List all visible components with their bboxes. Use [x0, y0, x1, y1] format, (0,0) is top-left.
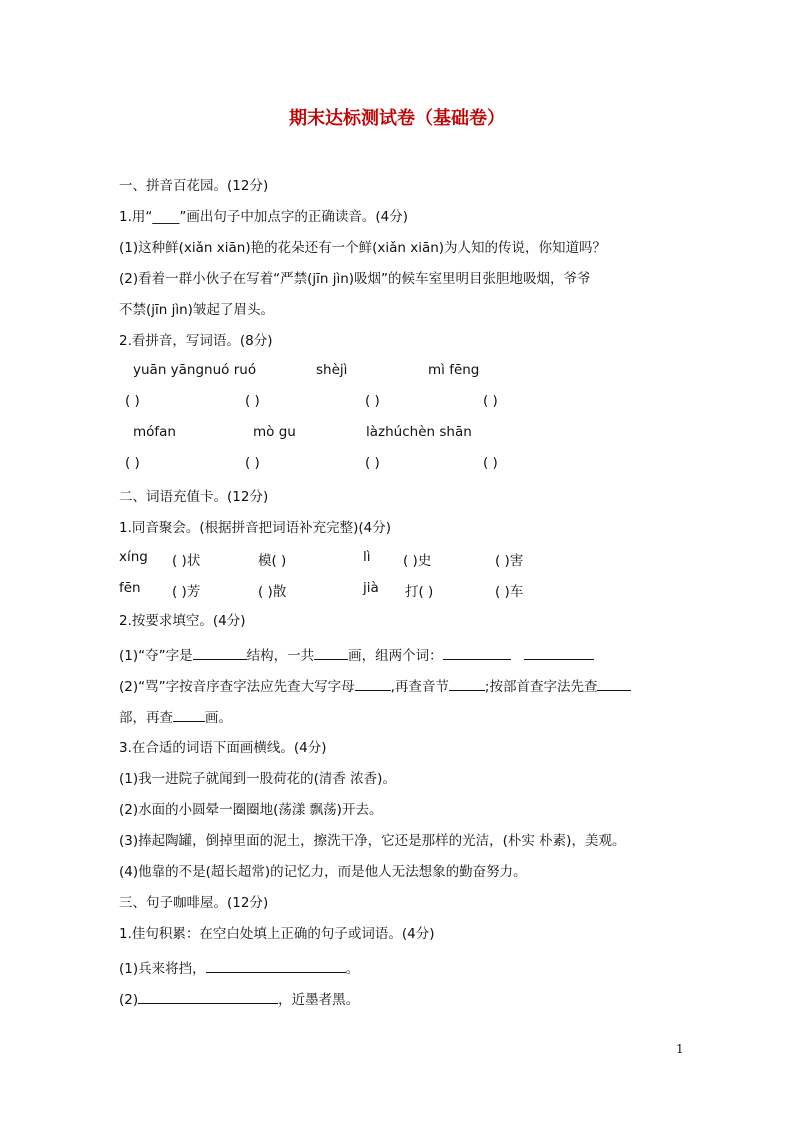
fill-text: ;按部首查字法先查 [484, 679, 598, 695]
answer-paren: ( ) [245, 393, 260, 409]
fill-text: 画。 [205, 710, 232, 726]
question-2-3-2: (2)水面的小圆晕一圈圈地(荡漾 飘荡)开去。 [119, 802, 383, 818]
pinyin-item: mì fēng [428, 362, 480, 378]
question-3-1-2 [119, 989, 359, 1010]
fill-blank [449, 676, 485, 691]
answer-paren: ( ) [125, 393, 140, 409]
question-1-1-2: (2)看着一群小伙子在写着“严禁(jīn jìn)吸烟”的候车室里明目张胆地吸烟，爷爷 [119, 271, 591, 287]
pinyin-item: mò gu [253, 424, 296, 440]
question-2-3-1: (1)我一进院子就闻到一股荷花的(清香 浓香)。 [119, 771, 396, 787]
fill-text: 部，再查 [119, 710, 173, 726]
fill-text: (1)“夺”字是 [119, 648, 193, 664]
homophone-pinyin: lì [363, 549, 371, 565]
answer-paren: ( ) [365, 455, 380, 471]
question-3-1-1 [119, 958, 359, 979]
question-2-2: 2.按要求填空。(4分) [119, 613, 246, 629]
fill-text: (2) [119, 992, 139, 1008]
fill-blank [355, 676, 391, 691]
fill-text: 。 [345, 961, 360, 977]
section-2-heading: 二、词语充值卡。(12分) [119, 489, 269, 505]
question-2-3-3: (3)捧起陶罐，倒掉里面的泥土，擦洗干净，它还是那样的光洁，(朴实 朴素)，美观。 [119, 833, 626, 849]
question-1-1-2-cont: 不禁(jīn jìn)皱起了眉头。 [119, 302, 274, 318]
answer-paren: ( ) [483, 393, 498, 409]
answer-paren: ( ) [125, 455, 140, 471]
fill-text: 画，组两个词： [348, 648, 443, 664]
answer-paren: ( ) [365, 393, 380, 409]
question-2-2-1 [119, 645, 594, 666]
question-2-2-2-cont [119, 707, 232, 728]
question-2-1: 1.同音聚会。(根据拼音把词语补充完整)(4分) [119, 520, 392, 536]
homophone-pinyin: jià [363, 580, 379, 596]
pinyin-item: yuān yāngnuó ruó [133, 362, 257, 378]
question-1-1-1: (1)这种鲜(xiǎn xiān)艳的花朵还有一个鲜(xiǎn xiān)为人知的传说，你知道吗？ [119, 240, 607, 256]
pinyin-item: làzhúchèn shān [366, 424, 472, 440]
section-3-heading: 三、句子咖啡屋。(12分) [119, 895, 269, 911]
fill-blank [138, 989, 278, 1004]
question-2-3-4: (4)他靠的不是(超长超常)的记忆力，而是他人无法想象的勤奋努力。 [119, 864, 527, 880]
answer-paren: ( ) [245, 455, 260, 471]
section-1-heading: 一、拼音百花园。(12分) [119, 178, 269, 194]
homophone-blank: ( )散 [258, 584, 287, 600]
question-1-2: 2.看拼音，写词语。(8分) [119, 333, 273, 349]
homophone-blank: ( )史 [403, 553, 432, 569]
fill-blank [524, 645, 594, 660]
question-2-3: 3.在合适的词语下面画横线。(4分) [119, 740, 327, 756]
fill-text: ,再查音节 [390, 679, 449, 695]
homophone-blank: ( )车 [495, 584, 524, 600]
question-2-2-2 [119, 676, 631, 697]
fill-text: ，近墨者黑。 [278, 992, 360, 1008]
answer-paren: ( ) [483, 455, 498, 471]
fill-blank [173, 707, 205, 722]
fill-text: (2)“骂”字按音序查字法应先查大写字母 [119, 679, 355, 695]
fill-blank [193, 645, 247, 660]
pinyin-item: shèjì [316, 362, 348, 378]
document-title: 期末达标测试卷（基础卷） [289, 108, 505, 129]
pinyin-item: mófan [133, 424, 176, 440]
homophone-blank: ( )芳 [172, 584, 201, 600]
fill-text: (1)兵来将挡， [119, 961, 206, 977]
homophone-blank: ( )害 [495, 553, 524, 569]
fill-text: 结构，一共 [246, 648, 315, 664]
homophone-pinyin: xíng [119, 549, 148, 565]
fill-blank [314, 645, 348, 660]
question-1-1: 1.用“____”画出句子中加点字的正确读音。(4分) [119, 209, 408, 225]
page-number: 1 [676, 1042, 684, 1056]
fill-blank [597, 676, 631, 691]
homophone-pinyin: fēn [119, 580, 141, 596]
homophone-blank: 打( ) [405, 584, 434, 600]
fill-blank [443, 645, 511, 660]
question-3-1: 1.佳句积累：在空白处填上正确的句子或词语。(4分) [119, 926, 435, 942]
fill-blank [206, 958, 346, 973]
homophone-blank: ( )状 [172, 553, 201, 569]
homophone-blank: 模( ) [258, 553, 287, 569]
